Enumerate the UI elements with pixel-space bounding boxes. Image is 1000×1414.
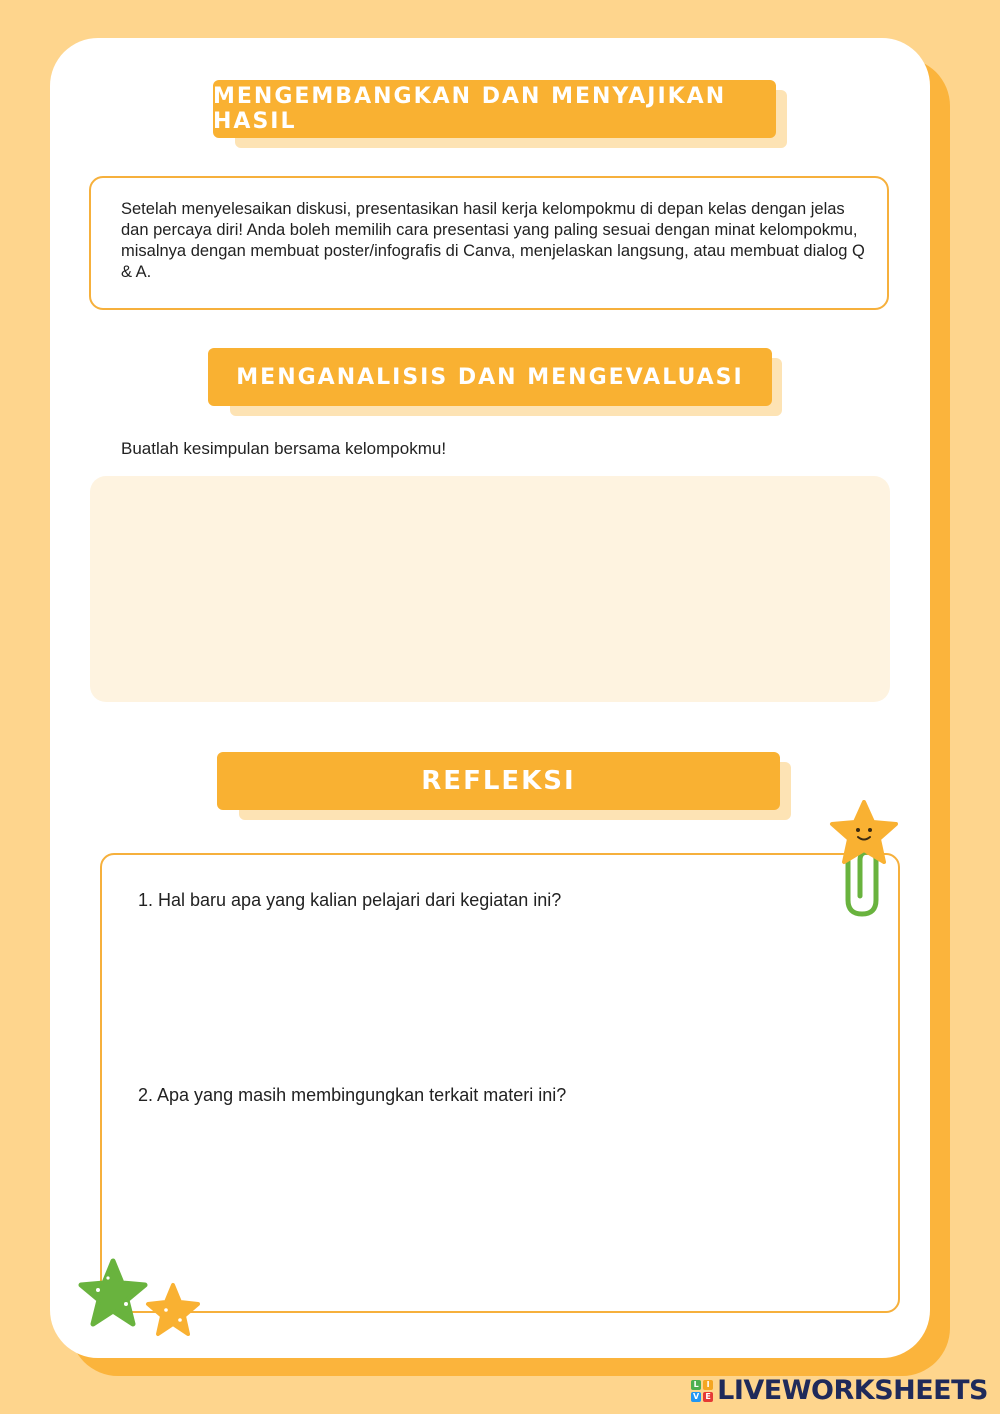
paperclip-icon: [848, 852, 876, 914]
logo-mark-icon: [691, 1380, 713, 1402]
green-star-icon: [78, 1258, 148, 1330]
conclusion-answer-field[interactable]: [90, 476, 890, 702]
reflection-question-2: 2. Apa yang masih membingungkan terkait materi ini?: [138, 1085, 567, 1105]
section-title-analyze: MENGANALISIS DAN MENGEVALUASI: [208, 348, 772, 406]
orange-star-icon: [144, 1282, 202, 1338]
logo-tile: L: [691, 1380, 701, 1390]
section-title-reflect: REFLEKSI: [217, 752, 780, 810]
section-title-present: MENGEMBANGKAN DAN MENYAJIKAN HASIL: [213, 80, 776, 138]
conclusion-prompt: Buatlah kesimpulan bersama kelompokmu!: [121, 439, 447, 458]
reflection-question-1: 1. Hal baru apa yang kalian pelajari dari kegiatan ini?: [138, 890, 562, 910]
logo-tile: I: [703, 1380, 713, 1390]
brand-name: LIVEWORKSHEETS: [717, 1375, 988, 1406]
paperclip-star-icon: [826, 800, 902, 922]
logo-tile: E: [703, 1392, 713, 1402]
instruction-text: Setelah menyelesaikan diskusi, presentasikan hasil kerja kelompokmu di depan kelas dengan jelas dan percaya diri! Anda boleh memilih cara presentasi yang paling sesuai dengan minat kelompokmu, misalnya dengan membuat poster/infografis di Canva, menjelaskan langsung, atau membuat dialog Q & A.: [121, 200, 865, 281]
liveworksheets-logo[interactable]: [691, 1375, 988, 1406]
reflection-box: [100, 853, 900, 1313]
logo-tile: V: [693, 1391, 700, 1401]
